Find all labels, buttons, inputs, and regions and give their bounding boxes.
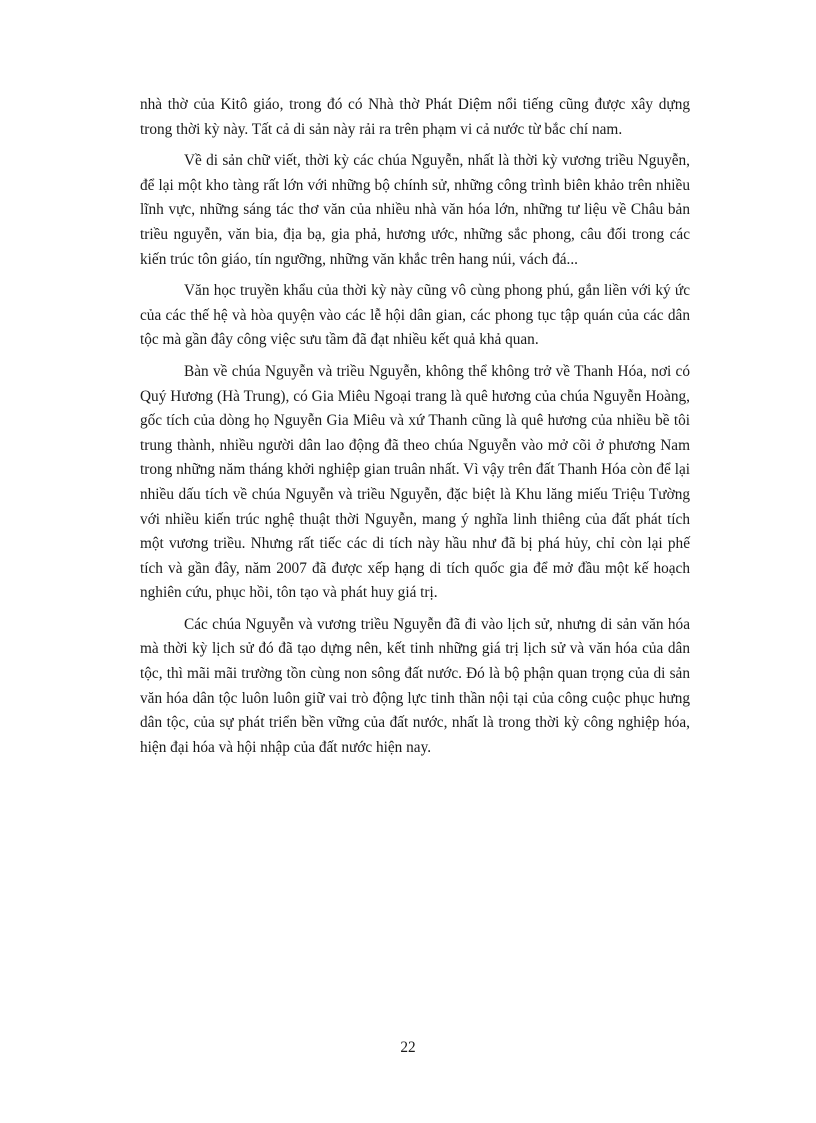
body-text: [140, 93, 690, 767]
paragraph-oral-literature: Văn học truyền khẩu của thời kỳ này cũng vô cùng phong phú, gắn liền với ký ức của các thế hệ và hòa quyện vào các lễ hội dân gian, các phong tục tập quán của các dân tộc mà gần đây công việc sưu tầm đã đạt nhiều kết quả khả quan.: [140, 282, 690, 349]
paragraph-written-heritage: Về di sản chữ viết, thời kỳ các chúa Nguyễn, nhất là thời kỳ vương triều Nguyễn, để lại một kho tàng rất lớn với những bộ chính sử, những công trình biên khảo trên nhiều lĩnh vực, những sáng tác thơ văn của nhiều nhà văn hóa lớn, những tư liệu về Châu bản triều nguyễn, văn bia, địa bạ, gia phả, hương ước, những sắc phong, câu đối trong các kiến trúc tôn giáo, tín ngưỡng, những văn khắc trên hang núi, vách đá...: [140, 152, 690, 268]
paragraph-thanh-hoa: Bàn về chúa Nguyễn và triều Nguyễn, không thể không trở về Thanh Hóa, nơi có Quý Hương (Hà Trung), có Gia Miêu Ngoại trang là quê hương của chúa Nguyễn Hoàng, gốc tích của dòng họ Nguyễn Gia Miêu và xứ Thanh cũng là quê hương của nhiều bề tôi trung thành, nhiều người dân lao động đã theo chúa Nguyễn vào mở cõi ở phương Nam trong những năm tháng khởi nghiệp gian truân nhất. Vì vậy trên đất Thanh Hóa còn để lại nhiều dấu tích về chúa Nguyễn và triều Nguyễn, đặc biệt là Khu lăng miếu Triệu Tường với nhiều kiến trúc nghệ thuật thời Nguyễn, mang ý nghĩa linh thiêng của đất phát tích một vương triều. Nhưng rất tiếc các di tích này hầu như đã bị phá hủy, chỉ còn lại phế tích và gần đây, năm 2007 đã được xếp hạng di tích quốc gia để mở đầu một kế hoạch nghiên cứu, phục hồi, tôn tạo và phát huy giá trị.: [140, 362, 690, 602]
paragraph-continuation: nhà thờ của Kitô giáo, trong đó có Nhà thờ Phát Diệm nổi tiếng cũng được xây dựng trong thời kỳ này. Tất cả di sản này rải ra trên phạm vi cả nước từ bắc chí nam.: [140, 96, 690, 138]
page-number: 22: [400, 1039, 416, 1056]
paragraph-conclusion: Các chúa Nguyễn và vương triều Nguyễn đã đi vào lịch sử, nhưng di sản văn hóa mà thời kỳ lịch sử đó đã tạo dựng nên, kết tinh những giá trị lịch sử và văn hóa của dân tộc, thì mãi mãi trường tồn cùng non sông đất nước. Đó là bộ phận quan trọng của di sản văn hóa dân tộc luôn luôn giữ vai trò động lực tinh thần nội tại của công cuộc phục hưng dân tộc, của sự phát triển bền vững của đất nước, nhất là trong thời kỳ công nghiệp hóa, hiện đại hóa và hội nhập của đất nước hiện nay.: [140, 615, 690, 756]
